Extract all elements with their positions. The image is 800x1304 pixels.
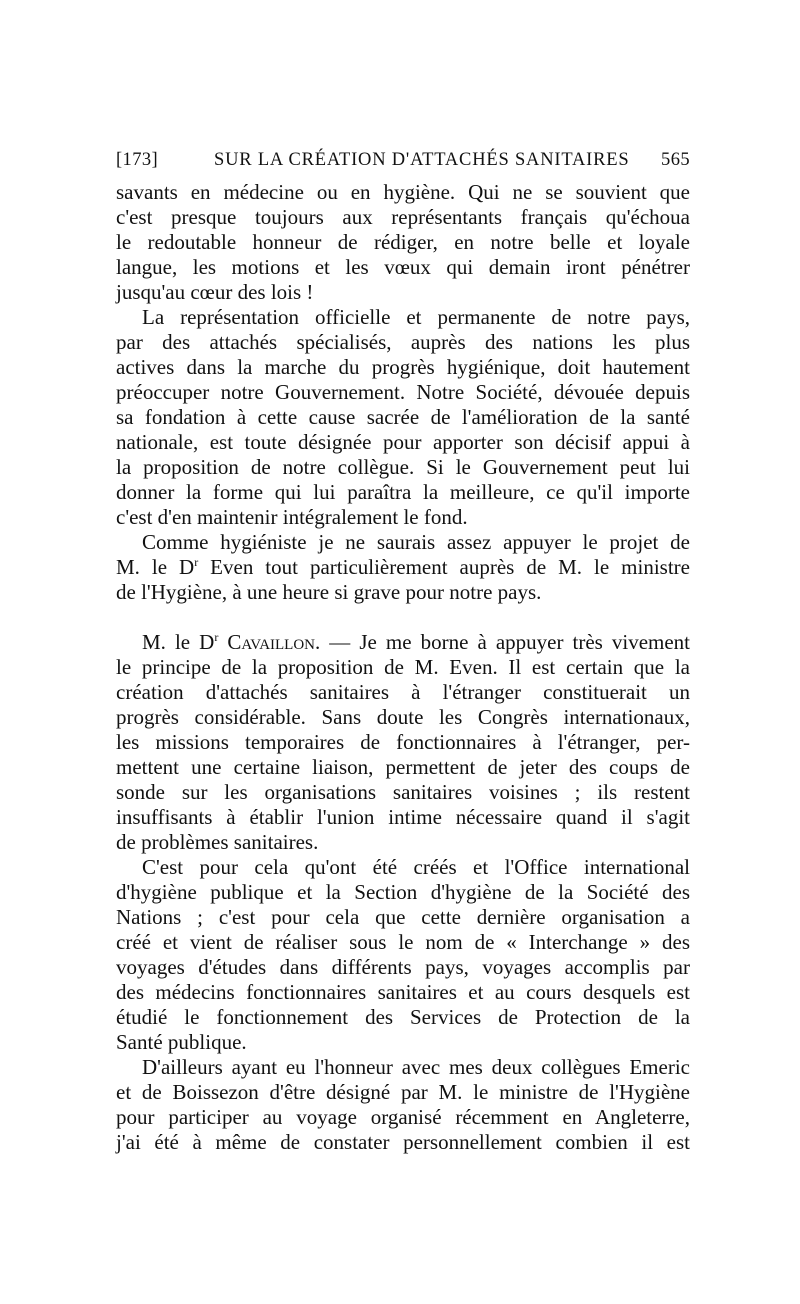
text-line: Santé publique. bbox=[116, 1030, 247, 1054]
text-line: langue, les motions et les vœux qui demain iront pénétrer bbox=[116, 255, 690, 279]
header-bracket-number: [173] bbox=[116, 150, 159, 170]
text-fragment: . — Je me borne à appuyer très vivement bbox=[315, 630, 691, 654]
text-line: c'est d'en maintenir intégralement le fond. bbox=[116, 505, 468, 529]
text-line: donner la forme qui lui paraîtra la meilleure, ce qu'il importe bbox=[116, 480, 690, 504]
speaker-name: Cavaillon bbox=[227, 630, 316, 654]
text-line: le redoutable honneur de rédiger, en notre belle et loyale bbox=[116, 230, 690, 254]
text-line: D'ailleurs ayant eu l'honneur avec mes deux collègues Emeric bbox=[142, 1055, 690, 1079]
text-line: nationale, est toute désignée pour apporter son décisif appui à bbox=[116, 430, 690, 454]
text-line: Nations ; c'est pour cela que cette dernière organisation a bbox=[116, 905, 690, 929]
text-line: insuffisants à établir l'union intime nécessaire quand il s'agit bbox=[116, 805, 690, 829]
running-header bbox=[116, 150, 690, 176]
text-line: de l'Hygiène, à une heure si grave pour notre pays. bbox=[116, 580, 542, 604]
text-line: préoccuper notre Gouvernement. Notre Société, dévouée depuis bbox=[116, 380, 690, 404]
text-line: C'est pour cela qu'ont été créés et l'Office international bbox=[142, 855, 690, 879]
text-line: Comme hygiéniste je ne saurais assez appuyer le projet de bbox=[142, 530, 690, 554]
text-fragment: M. le D bbox=[142, 630, 215, 654]
text-line: étudié le fonctionnement des Services de Protection de la bbox=[116, 1005, 690, 1029]
text-line: actives dans la marche du progrès hygiénique, doit hautement bbox=[116, 355, 690, 379]
text-line: savants en médecine ou en hygiène. Qui ne se souvient que bbox=[116, 180, 690, 204]
text-line: c'est presque toujours aux représentants français qu'échoua bbox=[116, 205, 690, 229]
text-line: sonde sur les organisations sanitaires voisines ; ils restent bbox=[116, 780, 690, 804]
page-number: 565 bbox=[661, 150, 690, 170]
text-line: et de Boissezon d'être désigné par M. le ministre de l'Hygiène bbox=[116, 1080, 690, 1104]
text-line: La représentation officielle et permanente de notre pays, bbox=[142, 305, 690, 329]
text-line bbox=[116, 630, 690, 655]
text-line bbox=[116, 555, 690, 580]
text-line: le principe de la proposition de M. Even. Il est certain que la bbox=[116, 655, 690, 679]
text-line: progrès considérable. Sans doute les Congrès internationaux, bbox=[116, 705, 690, 729]
text-line: d'hygiène publique et la Section d'hygiène de la Société des bbox=[116, 880, 690, 904]
paragraph-gap bbox=[116, 605, 690, 630]
text-line: par des attachés spécialisés, auprès des nations les plus bbox=[116, 330, 690, 354]
text-line: pour participer au voyage organisé récemment en Angleterre, bbox=[116, 1105, 690, 1129]
text-line: sa fondation à cette cause sacrée de l'amélioration de la santé bbox=[116, 405, 690, 429]
text-line: jusqu'au cœur des lois ! bbox=[116, 280, 314, 304]
document-page bbox=[116, 150, 690, 1155]
text-line: mettent une certaine liaison, permettent de jeter des coups de bbox=[116, 755, 690, 779]
body-text bbox=[116, 180, 690, 1155]
superscript: r bbox=[214, 630, 219, 644]
text-line: créé et vient de réaliser sous le nom de « Interchange » des bbox=[116, 930, 690, 954]
header-title: SUR LA CRÉATION D'ATTACHÉS SANITAIRES bbox=[214, 150, 630, 170]
text-line: voyages d'études dans différents pays, voyages accomplis par bbox=[116, 955, 690, 979]
superscript: r bbox=[194, 555, 199, 569]
text-line: des médecins fonctionnaires sanitaires et au cours desquels est bbox=[116, 980, 690, 1004]
text-line: les missions temporaires de fonctionnaires à l'étranger, per- bbox=[116, 730, 690, 754]
text-fragment: M. le D bbox=[116, 555, 195, 579]
text-line: j'ai été à même de constater personnellement combien il est bbox=[116, 1130, 690, 1154]
text-line: création d'attachés sanitaires à l'étranger constituerait un bbox=[116, 680, 690, 704]
text-line: de problèmes sanitaires. bbox=[116, 830, 319, 854]
text-line: la proposition de notre collègue. Si le Gouvernement peut lui bbox=[116, 455, 690, 479]
text-fragment: Even tout particulièrement auprès de M. le ministre bbox=[198, 555, 690, 579]
